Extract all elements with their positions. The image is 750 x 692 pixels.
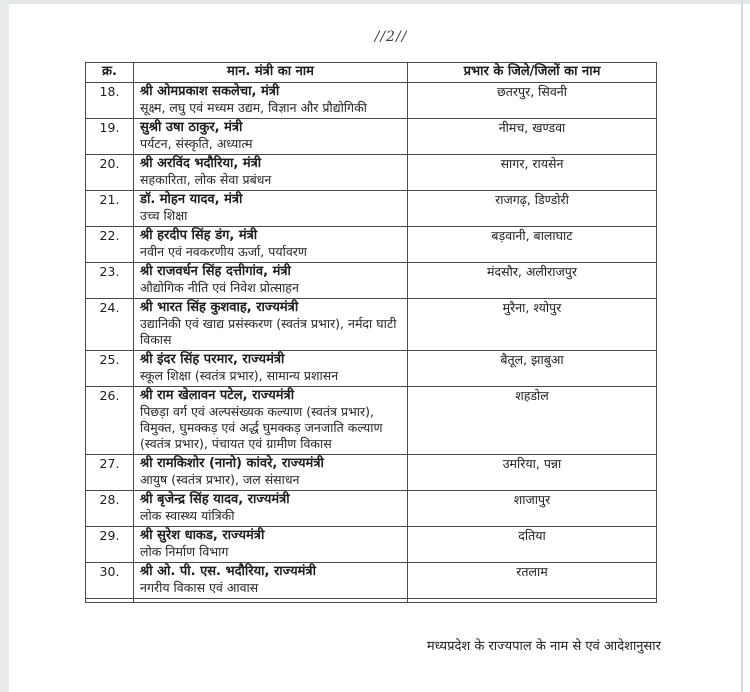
minister-department: नवीन एवं नवकरणीय ऊर्जा, पर्यावरण	[140, 244, 307, 259]
row-districts	[408, 599, 657, 603]
table-row	[86, 387, 657, 455]
row-minister	[134, 491, 408, 527]
row-minister	[134, 455, 408, 491]
row-districts: दतिया	[408, 527, 657, 563]
ministers-table-container	[85, 62, 656, 603]
row-minister	[134, 155, 408, 191]
minister-department: पर्यटन, संस्कृति, अध्यात्म	[140, 136, 253, 151]
row-minister	[134, 563, 408, 599]
row-districts: मंदसौर, अलीराजपुर	[408, 263, 657, 299]
row-serial: 23.	[86, 263, 134, 299]
row-serial: 25.	[86, 351, 134, 387]
row-serial: 27.	[86, 455, 134, 491]
row-districts: बड़वानी, बालाघाट	[408, 227, 657, 263]
minister-name: श्री रामकिशोर (नानो) कांवरे, राज्यमंत्री	[140, 456, 324, 471]
row-minister	[134, 527, 408, 563]
row-minister	[134, 599, 408, 603]
row-serial: 20.	[86, 155, 134, 191]
minister-department: आयुष (स्वतंत्र प्रभार), जल संसाधन	[140, 472, 300, 487]
minister-name: श्री इंदर सिंह परमार, राज्यमंत्री	[140, 352, 285, 367]
minister-department: पिछड़ा वर्ग एवं अल्पसंख्यक कल्याण (स्वतंत्र प्रभार), विमुक्त, घुमक्कड़ एवं अर्द्ध घुमक्कड़ जनजाति कल्याण (स्वतंत्र प्रभार), पंचायत एवं ग्रामीण विकास	[140, 404, 383, 451]
row-serial: 30.	[86, 563, 134, 599]
header-districts: प्रभार के जिले/जिलों का नाम	[408, 63, 657, 83]
row-serial: 24.	[86, 299, 134, 351]
row-serial: 22.	[86, 227, 134, 263]
row-districts: मुरैना, श्योपुर	[408, 299, 657, 351]
header-minister-name: मान. मंत्री का नाम	[134, 63, 408, 83]
table-row	[86, 83, 657, 119]
table-row	[86, 155, 657, 191]
row-districts: सागर, रायसेन	[408, 155, 657, 191]
row-minister	[134, 227, 408, 263]
minister-name: श्री बृजेन्द्र सिंह यादव, राज्यमंत्री	[140, 492, 290, 507]
row-serial: 29.	[86, 527, 134, 563]
minister-department: नगरीय विकास एवं आवास	[140, 580, 259, 595]
header-serial: क्र.	[86, 63, 134, 83]
row-minister	[134, 263, 408, 299]
minister-name: श्री ओ. पी. एस. भदौरिया, राज्यमंत्री	[140, 564, 316, 579]
ministers-table	[85, 62, 657, 603]
governor-signoff-text: मध्यप्रदेश के राज्यपाल के नाम से एवं आदेशानुसार	[426, 639, 661, 654]
row-districts: बैतूल, झाबुआ	[408, 351, 657, 387]
minister-name: श्री अरविंद भदौरिया, मंत्री	[140, 156, 262, 171]
table-row	[86, 351, 657, 387]
row-districts: उमरिया, पन्ना	[408, 455, 657, 491]
minister-department: सूक्ष्म, लघु एवं मध्यम उद्यम, विज्ञान और प्रौद्योगिकी	[140, 100, 367, 115]
page-edge-right	[741, 0, 743, 692]
page-edge-top	[0, 0, 750, 4]
minister-name: श्री राम खेलावन पटेल, राज्यमंत्री	[140, 388, 295, 403]
minister-name: सुश्री उषा ठाकुर, मंत्री	[140, 120, 243, 135]
row-districts: छतरपुर, सिवनी	[408, 83, 657, 119]
minister-department: उच्च शिक्षा	[140, 208, 188, 223]
minister-department: लोक स्वास्थ्य यांत्रिकी	[140, 508, 235, 523]
row-serial	[86, 599, 134, 603]
row-districts: शहडोल	[408, 387, 657, 455]
page-number: //2//	[374, 29, 408, 45]
minister-name: श्री हरदीप सिंह डंग, मंत्री	[140, 228, 258, 243]
table-row	[86, 191, 657, 227]
minister-name: श्री ओमप्रकाश सकलेचा, मंत्री	[140, 84, 280, 99]
page-edge-left	[0, 0, 9, 692]
table-row	[86, 299, 657, 351]
table-row	[86, 263, 657, 299]
row-minister	[134, 387, 408, 455]
minister-department: सहकारिता, लोक सेवा प्रबंधन	[140, 172, 272, 187]
row-minister	[134, 83, 408, 119]
table-row	[86, 227, 657, 263]
row-minister	[134, 299, 408, 351]
row-minister	[134, 119, 408, 155]
row-serial: 28.	[86, 491, 134, 527]
minister-name: श्री राजवर्धन सिंह दत्तीगांव, मंत्री	[140, 264, 291, 279]
table-row	[86, 455, 657, 491]
row-districts: राजगढ़, डिण्डोरी	[408, 191, 657, 227]
row-serial: 21.	[86, 191, 134, 227]
row-serial: 19.	[86, 119, 134, 155]
row-districts: नीमच, खण्डवा	[408, 119, 657, 155]
minister-name: डॉ. मोहन यादव, मंत्री	[140, 192, 243, 207]
minister-department: लोक निर्माण विभाग	[140, 544, 229, 559]
row-serial: 26.	[86, 387, 134, 455]
minister-department: औद्योगिक नीति एवं निवेश प्रोत्साहन	[140, 280, 299, 295]
table-row	[86, 491, 657, 527]
row-districts: शाजापुर	[408, 491, 657, 527]
minister-name: श्री सुरेश धाकड, राज्यमंत्री	[140, 528, 265, 543]
minister-department: उद्यानिकी एवं खाद्य प्रसंस्करण (स्वतंत्र प्रभार), नर्मदा घाटी विकास	[140, 316, 397, 347]
table-row	[86, 527, 657, 563]
row-serial: 18.	[86, 83, 134, 119]
row-districts: रतलाम	[408, 563, 657, 599]
table-row	[86, 119, 657, 155]
row-minister	[134, 191, 408, 227]
table-row	[86, 563, 657, 599]
minister-department: स्कूल शिक्षा (स्वतंत्र प्रभार), सामान्य प्रशासन	[140, 368, 339, 383]
minister-name: श्री भारत सिंह कुशवाह, राज्यमंत्री	[140, 300, 299, 315]
table-row	[86, 599, 657, 603]
table-header-row	[86, 63, 657, 83]
row-minister	[134, 351, 408, 387]
